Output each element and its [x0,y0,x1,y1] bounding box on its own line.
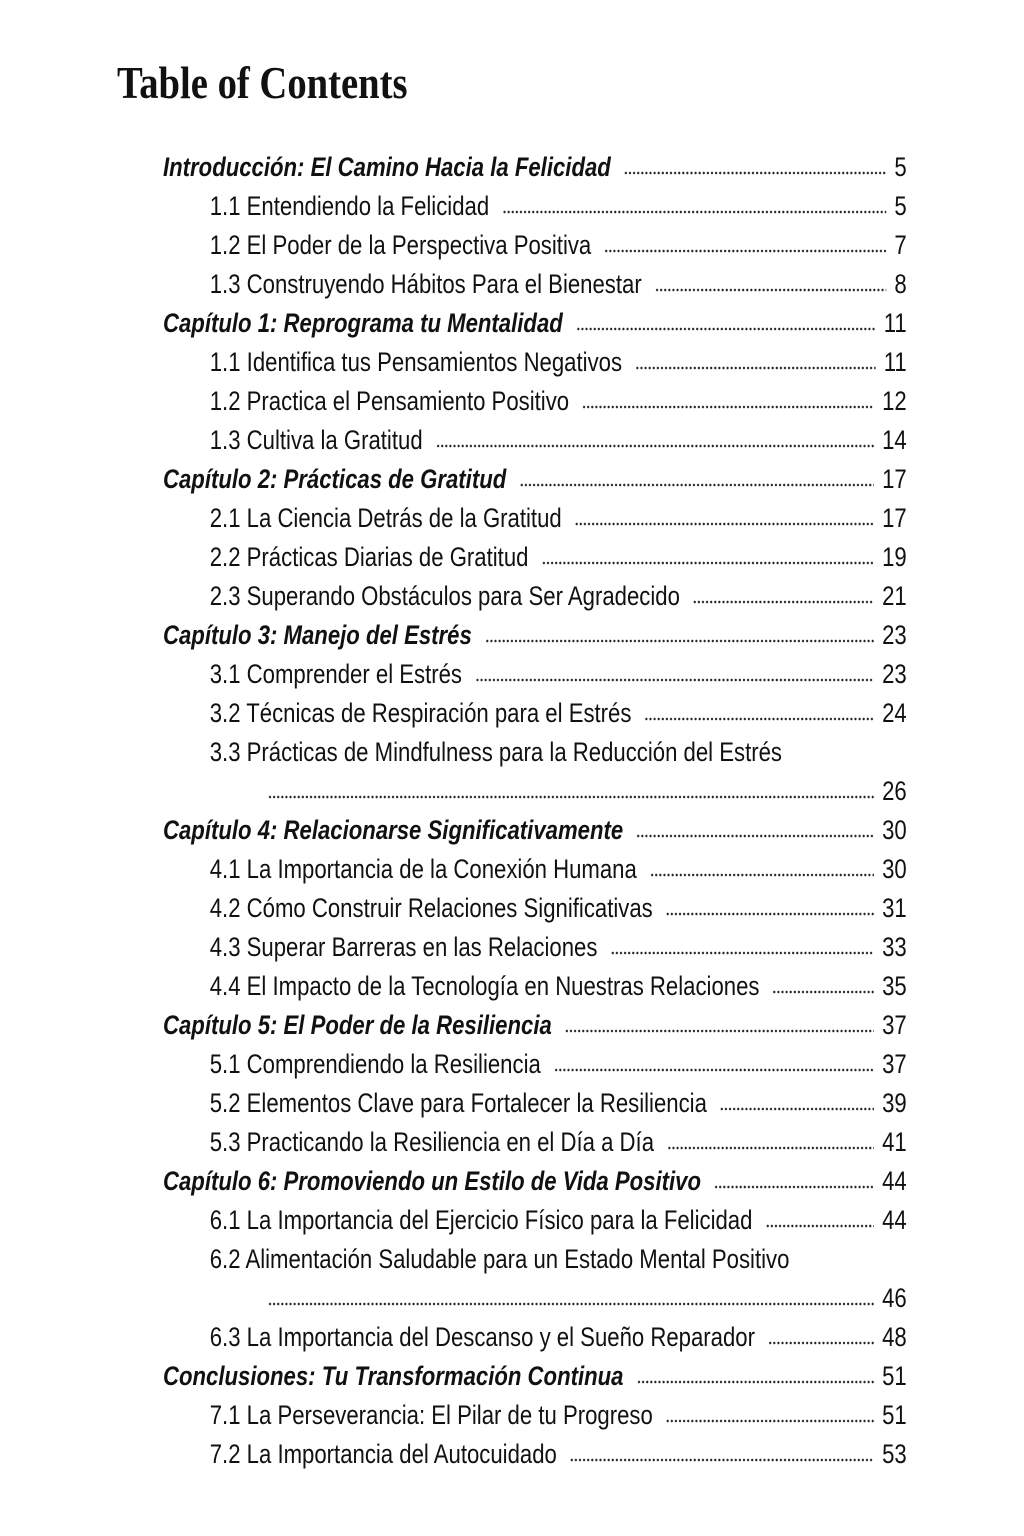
toc-section-entry[interactable] [163,421,907,460]
toc-chapter-entry[interactable] [163,1162,907,1201]
page-number: 19 [882,542,907,572]
dot-leader [636,833,874,839]
entry-title: 1.2 Practica el Pensamiento Positivo [209,386,570,416]
toc-section-entry[interactable] [163,1396,907,1435]
dot-leader [554,1067,874,1073]
entry-title: 4.4 El Impacto de la Tecnología en Nuestras Relaciones [209,971,760,1001]
page-number: 48 [882,1322,907,1352]
dot-leader [575,521,874,527]
page-number: 23 [882,620,907,650]
page-number: 51 [882,1400,907,1430]
entry-title: Capítulo 3: Manejo del Estrés [163,620,472,650]
page-number: 33 [882,932,907,962]
toc-section-entry[interactable] [163,265,907,304]
entry-title: Capítulo 2: Prácticas de Gratitud [163,464,507,494]
toc-chapter-entry[interactable] [163,1006,907,1045]
entry-title: 4.1 La Importancia de la Conexión Humana [209,854,637,884]
page-number: 51 [882,1361,907,1391]
entry-title: 2.2 Prácticas Diarias de Gratitud [209,542,529,572]
page-number: 31 [882,893,907,923]
entry-title: 5.1 Comprendiendo la Resiliencia [209,1049,541,1079]
toc-section-entry[interactable] [163,850,907,889]
entry-title: Introducción: El Camino Hacia la Felicidad [163,152,611,182]
entry-title: 3.1 Comprender el Estrés [209,659,463,689]
dot-leader [714,1184,874,1190]
entry-title: 1.1 Entendiendo la Felicidad [209,191,490,221]
toc-section-entry[interactable] [163,1201,907,1240]
page-title: Table of Contents [117,57,408,108]
dot-leader [268,1301,874,1307]
toc-section-entry[interactable] [163,1084,907,1123]
page-number: 12 [882,386,907,416]
toc-chapter-entry[interactable] [163,811,907,850]
entry-title: 1.2 El Poder de la Perspectiva Positiva [209,230,592,260]
dot-leader [519,482,874,488]
toc-section-entry[interactable] [163,226,907,265]
dot-leader [766,1223,874,1229]
entry-title: 3.3 Prácticas de Mindfulness para la Reducción del Estrés [209,737,782,767]
toc-section-entry[interactable] [163,577,907,616]
table-of-contents [163,148,907,1474]
toc-section-entry[interactable] [163,187,907,226]
entry-title: Capítulo 4: Relacionarse Significativamente [163,815,624,845]
entry-title: Capítulo 5: El Poder de la Resiliencia [163,1010,552,1040]
dot-leader [570,1457,874,1463]
entry-title: 6.1 La Importancia del Ejercicio Físico para la Felicidad [209,1205,753,1235]
dot-leader [773,989,874,995]
toc-section-entry[interactable] [163,382,907,421]
dot-leader [637,1379,874,1385]
toc-section-entry[interactable] [163,655,907,694]
page-number: 14 [882,425,907,455]
entry-title: 7.1 La Perseverancia: El Pilar de tu Progreso [209,1400,653,1430]
entry-title: 1.1 Identifica tus Pensamientos Negativos [209,347,623,377]
dot-leader [565,1028,874,1034]
page-number: 17 [882,464,907,494]
entry-title: 7.2 La Importancia del Autocuidado [209,1439,557,1469]
page-number: 17 [882,503,907,533]
entry-title: 4.3 Superar Barreras en las Relaciones [209,932,598,962]
dot-leader [582,404,874,410]
page-number: 35 [882,971,907,1001]
toc-section-entry[interactable] [163,1045,907,1084]
dot-leader [645,716,874,722]
toc-chapter-entry[interactable] [163,1357,907,1396]
entry-title: 3.2 Técnicas de Respiración para el Estrés [209,698,632,728]
toc-section-entry[interactable] [163,1435,907,1474]
page-number: 53 [882,1439,907,1469]
page-number: 37 [882,1049,907,1079]
page-number: 23 [882,659,907,689]
entry-title: 6.3 La Importancia del Descanso y el Sueño Reparador [209,1322,755,1352]
dot-leader [604,248,886,254]
page-number: 8 [894,269,907,299]
toc-section-entry[interactable] [163,343,907,382]
dot-leader [666,1418,874,1424]
dot-leader [666,911,874,917]
page-number: 44 [882,1166,907,1196]
page-number: 5 [894,152,907,182]
toc-section-entry[interactable] [163,733,907,772]
dot-leader [667,1145,874,1151]
toc-section-entry[interactable] [163,694,907,733]
page-number: 11 [883,308,907,338]
dot-leader [655,287,886,293]
toc-entry-continuation [163,1279,907,1318]
page-number: 21 [882,581,907,611]
dot-leader [650,872,874,878]
dot-leader [611,950,874,956]
dot-leader [720,1106,874,1112]
page-number: 30 [882,854,907,884]
toc-section-entry[interactable] [163,499,907,538]
dot-leader [768,1340,874,1346]
dot-leader [268,794,874,800]
dot-leader [576,326,876,332]
page-number: 24 [882,698,907,728]
page-number: 11 [883,347,907,377]
entry-title: Capítulo 6: Promoviendo un Estilo de Vida Positivo [163,1166,701,1196]
entry-title: 5.3 Practicando la Resiliencia en el Día a Día [209,1127,655,1157]
entry-title: 5.2 Elementos Clave para Fortalecer la Resiliencia [209,1088,707,1118]
dot-leader [693,599,874,605]
entry-title: Conclusiones: Tu Transformación Continua [163,1361,624,1391]
dot-leader [502,209,886,215]
entry-title: 1.3 Cultiva la Gratitud [209,425,423,455]
toc-section-entry[interactable] [163,538,907,577]
toc-entry-continuation [163,772,907,811]
toc-section-entry[interactable] [163,928,907,967]
toc-section-entry[interactable] [163,1318,907,1357]
entry-title: Capítulo 1: Reprograma tu Mentalidad [163,308,563,338]
toc-chapter-entry[interactable] [163,304,907,343]
page-number: 26 [882,776,907,806]
dot-leader [475,677,874,683]
page-number: 39 [882,1088,907,1118]
entry-title: 2.3 Superando Obstáculos para Ser Agradecido [209,581,680,611]
toc-section-entry[interactable] [163,967,907,1006]
dot-leader [436,443,874,449]
page-number: 44 [882,1205,907,1235]
dot-leader [624,170,886,176]
page-number: 46 [882,1283,907,1313]
toc-chapter-entry[interactable] [163,460,907,499]
toc-chapter-entry[interactable] [163,148,907,187]
page-number: 41 [882,1127,907,1157]
toc-chapter-entry[interactable] [163,616,907,655]
toc-section-entry[interactable] [163,889,907,928]
dot-leader [485,638,874,644]
entry-title: 1.3 Construyendo Hábitos Para el Bienestar [209,269,642,299]
page-number: 7 [894,230,907,260]
page-number: 30 [882,815,907,845]
toc-section-entry[interactable] [163,1123,907,1162]
dot-leader [542,560,874,566]
page-number: 37 [882,1010,907,1040]
entry-title: 4.2 Cómo Construir Relaciones Significativas [209,893,653,923]
toc-section-entry[interactable] [163,1240,907,1279]
dot-leader [635,365,875,371]
page-number: 5 [894,191,907,221]
entry-title: 6.2 Alimentación Saludable para un Estado Mental Positivo [209,1244,790,1274]
entry-title: 2.1 La Ciencia Detrás de la Gratitud [209,503,562,533]
